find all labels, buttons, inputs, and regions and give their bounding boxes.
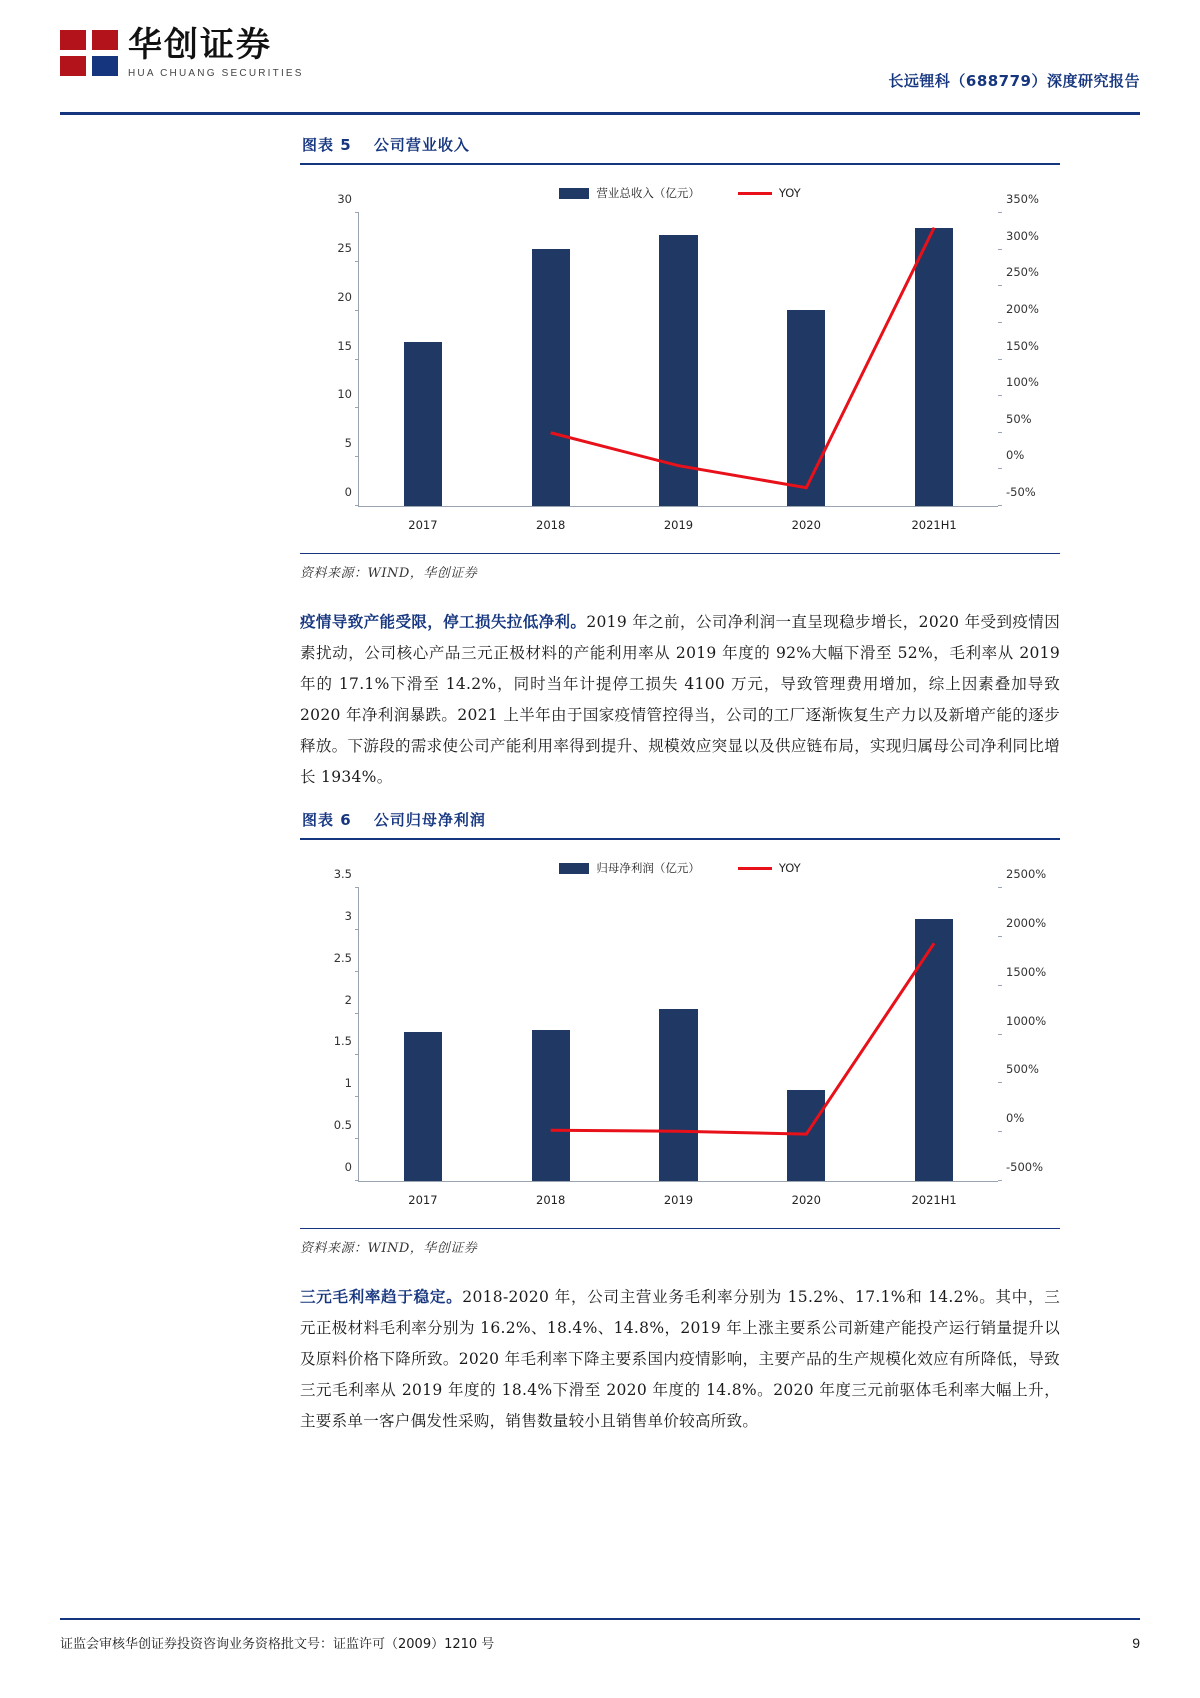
chart-net-profit [300, 854, 1060, 1224]
y-axis-tick-right: 2500% [1006, 867, 1047, 881]
y-axis-tick-left: 15 [337, 338, 352, 353]
exhibit-6-caption: 公司归母净利润 [373, 811, 486, 829]
y-axis-tick-mark [998, 212, 1002, 213]
y-axis-tick-mark [998, 395, 1002, 396]
y-axis-tick-right: 50% [1006, 411, 1032, 426]
page-footer [60, 1633, 1140, 1652]
chart-revenue [300, 179, 1060, 549]
exhibit-5-number: 图表 5 [302, 136, 352, 154]
logo-mark-icon [60, 30, 118, 76]
x-axis-label: 2021H1 [911, 1193, 957, 1207]
y-axis-tick-right: -500% [1006, 1160, 1044, 1174]
paragraph-profit-body: 2019 年之前，公司净利润一直呈现稳步增长，2020 年受到疫情因素扰动，公司核心产品三元正极材料的产能利用率从 2019 年度的 92%大幅下滑至 52%，毛利率从 2019 年的 17.1%下滑至 14.2%，同时当年计提停工损失 4100 万元，导致管理费用增加，综上因素叠加导致 2020 年净利润暴跌。2021 上半年由于国家疫情管控得当，公司的工厂逐渐恢复生产力以及新增产能的逐步释放。下游段的需求使公司产能利用率得到提升、规模效应突显以及供应链布局，实现归属母公司净利同比增长 1934%。 [300, 613, 1060, 786]
y-axis-tick-mark [998, 322, 1002, 323]
footer-divider [60, 1618, 1140, 1620]
y-axis-tick-right: 0% [1006, 448, 1025, 463]
legend-line-swatch [738, 192, 772, 195]
legend-item-bar [559, 860, 700, 876]
x-axis-label: 2018 [536, 1193, 566, 1207]
logo-text-en: HUA CHUANG SECURITIES [128, 67, 304, 79]
page-header [60, 25, 1140, 108]
y-axis-tick-mark [998, 936, 1002, 937]
legend-bar-swatch [559, 188, 589, 199]
legend-bar-label: 营业总收入（亿元） [596, 186, 700, 200]
y-axis-tick-right: 1000% [1006, 1013, 1047, 1028]
legend-line-swatch [738, 867, 772, 870]
y-axis-tick-left: 2 [344, 992, 352, 1007]
x-axis-label: 2020 [791, 1193, 821, 1207]
header-doc-title: 长远锂科（688779）深度研究报告 [888, 72, 1140, 90]
y-axis-tick-mark [998, 1034, 1002, 1035]
y-axis-tick-left: 0 [344, 1160, 352, 1174]
x-axis-label: 2018 [536, 518, 566, 532]
y-axis-tick-right: 1500% [1006, 964, 1047, 979]
exhibit-6-number: 图表 6 [302, 811, 352, 829]
legend-item-line [738, 186, 801, 200]
y-axis-tick-mark [998, 359, 1002, 360]
y-axis-tick-right: 100% [1006, 375, 1039, 390]
x-axis-label: 2019 [663, 1193, 694, 1207]
brand-logo [60, 25, 304, 79]
y-axis-tick-left: 0.5 [333, 1118, 352, 1133]
y-axis-tick-mark [998, 887, 1002, 888]
y-axis-tick-mark [998, 285, 1002, 286]
content-column [300, 128, 1060, 1447]
chart-net-profit-legend [300, 860, 1060, 876]
chart-line-series [359, 213, 998, 506]
chart-line-series [359, 888, 998, 1181]
header-divider [60, 112, 1140, 115]
x-axis-label: 2021H1 [911, 518, 957, 532]
y-axis-tick-mark [998, 1082, 1002, 1083]
y-axis-tick-left: 3.5 [333, 867, 352, 881]
page-number: 9 [1132, 1634, 1140, 1651]
paragraph-margin [300, 1282, 1060, 1437]
legend-item-bar [559, 185, 700, 201]
x-axis-label: 2019 [663, 518, 694, 532]
y-axis-tick-right: 500% [1006, 1062, 1039, 1077]
y-axis-tick-right: 350% [1006, 192, 1039, 206]
legend-line-label: YOY [778, 186, 801, 200]
y-axis-tick-right: -50% [1006, 485, 1036, 499]
exhibit-5-title [300, 128, 1060, 165]
x-axis-label: 2017 [408, 518, 438, 532]
y-axis-tick-left: 5 [344, 436, 352, 451]
legend-bar-swatch [559, 863, 589, 874]
x-axis-label: 2017 [408, 1193, 438, 1207]
y-axis-tick-right: 300% [1006, 228, 1039, 243]
y-axis-tick-left: 20 [337, 289, 352, 304]
exhibit-5-caption: 公司营业收入 [373, 136, 470, 154]
y-axis-tick-mark [998, 1180, 1002, 1181]
y-axis-tick-mark [998, 505, 1002, 506]
exhibit-6-title [300, 803, 1060, 840]
y-axis-tick-right: 150% [1006, 338, 1039, 353]
paragraph-margin-lead: 三元毛利率趋于稳定。 [300, 1288, 463, 1306]
footer-disclaimer: 证监会审核华创证券投资咨询业务资格批文号：证监许可（2009）1210 号 [60, 1637, 495, 1652]
y-axis-tick-mark [998, 1131, 1002, 1132]
y-axis-tick-left: 25 [337, 240, 352, 255]
y-axis-tick-mark [998, 432, 1002, 433]
y-axis-tick-left: 0 [344, 485, 352, 499]
x-axis-label: 2020 [791, 518, 821, 532]
y-axis-tick-right: 200% [1006, 301, 1039, 316]
y-axis-tick-mark [998, 985, 1002, 986]
exhibit-6-source: 资料来源：WIND，华创证券 [300, 1228, 1060, 1256]
y-axis-tick-left: 1 [344, 1076, 352, 1091]
paragraph-margin-body: 2018-2020 年，公司主营业务毛利率分别为 15.2%、17.1%和 14.2%。其中，三元正极材料毛利率分别为 16.2%、18.4%、14.8%，2019 年上涨主要系公司新建产能投产运行销量提升以及原料价格下降所致。2020 年毛利率下降主要系国内疫情影响，主要产品的生产规模化效应有所降低，导致三元毛利率从 2019 年度的 18.4%下滑至 2020 年度的 14.8%。2020 年度三元前驱体毛利率大幅上升，主要系单一客户偶发性采购，销售数量较小且销售单价较高所致。 [300, 1288, 1060, 1430]
chart-revenue-legend [300, 185, 1060, 201]
y-axis-tick-mark [998, 468, 1002, 469]
paragraph-profit [300, 607, 1060, 793]
logo-text-cn: 华创证券 [128, 25, 272, 65]
legend-line-label: YOY [778, 861, 801, 875]
legend-item-line [738, 861, 801, 875]
y-axis-tick-left: 30 [337, 192, 352, 206]
legend-bar-label: 归母净利润（亿元） [596, 861, 700, 875]
y-axis-tick-left: 3 [344, 908, 352, 923]
y-axis-tick-right: 2000% [1006, 915, 1047, 930]
y-axis-tick-mark [998, 249, 1002, 250]
paragraph-profit-lead: 疫情导致产能受限，停工损失拉低净利。 [300, 613, 587, 631]
y-axis-tick-right: 250% [1006, 265, 1039, 280]
y-axis-tick-left: 1.5 [333, 1034, 352, 1049]
y-axis-tick-left: 10 [337, 387, 352, 402]
y-axis-tick-left: 2.5 [333, 950, 352, 965]
y-axis-tick-right: 0% [1006, 1111, 1025, 1126]
exhibit-5-source: 资料来源：WIND，华创证券 [300, 553, 1060, 581]
